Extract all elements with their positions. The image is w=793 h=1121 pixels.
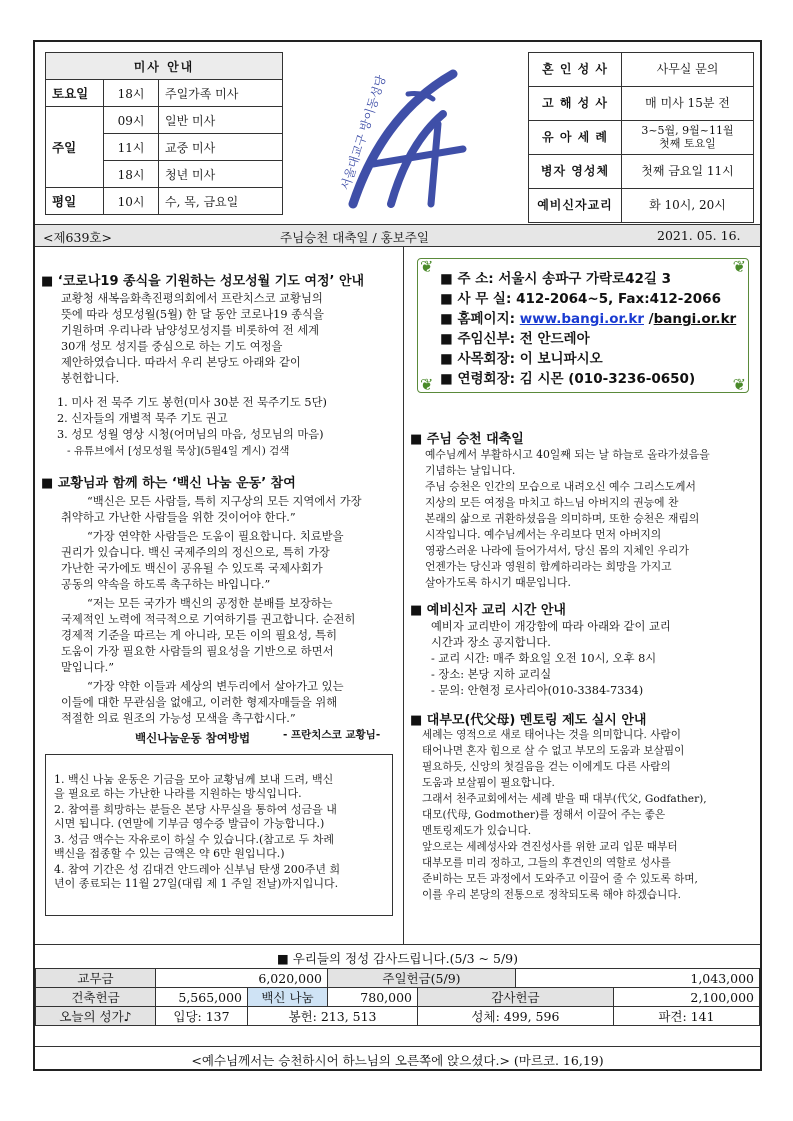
- info-address: ■ 주 소: 서울시 송파구 가락로42길 3: [440, 271, 672, 287]
- text-line: 세례는 영적으로 새로 태어나는 것을 의미합니다. 사람이: [422, 729, 681, 741]
- text-line: 봉헌합니다.: [61, 372, 120, 385]
- text-line: 영광스러운 나라에 들어가셔서, 당신 몸의 지체인 우리가: [425, 544, 689, 557]
- mass-time: 09시: [104, 107, 159, 134]
- mass-time: 11시: [104, 134, 159, 161]
- text-line: 교황청 새복음화촉진평의회에서 프란치스코 교황님의: [61, 292, 323, 305]
- hymn-entrance: 입당: 137: [156, 1007, 248, 1026]
- bulletin-frame: [33, 40, 762, 1071]
- offering-title: ■ 우리들의 정성 감사드립니다.(5/3 ~ 5/9): [35, 944, 760, 968]
- vine-ornament-icon: ❦: [420, 257, 434, 276]
- mass-schedule-table: [45, 52, 283, 215]
- text-line: 그래서 천주교회에서는 세례 받을 때 대부(代父, Godfather),: [422, 793, 707, 805]
- vine-ornament-icon: ❦: [732, 257, 746, 276]
- text-line: 예수님께서 부활하시고 40일째 되는 날 하늘로 올라가셨음을: [425, 448, 710, 461]
- text-line: 준비하는 모든 과정에서 도와주고 이끌어 줄 수 있도록 하며,: [422, 873, 698, 885]
- text-line: 뜻에 따라 성모성월(5월) 한 달 동안 코로나19 종식을: [61, 308, 324, 321]
- hymn-offertory: 봉헌: 213, 513: [248, 1007, 418, 1026]
- text-line: 대부모를 미리 정하고, 그들의 후견인의 역할로 성사를: [422, 857, 671, 869]
- methods-box: [45, 754, 393, 916]
- text-line: “가장 연약한 사람들은 도움이 필요합니다. 치료받을: [87, 530, 344, 543]
- section-title-rosary: ■ ‘코로나19 종식을 기원하는 성모성월 기도 여정’ 안내: [41, 274, 365, 289]
- hymn-recessional: 파견: 141: [613, 1007, 759, 1026]
- pope-signature: - 프란치스코 교황님-: [283, 729, 381, 741]
- sac-value: 화 10시, 20시: [622, 189, 754, 223]
- vine-ornament-icon: ❦: [420, 375, 434, 394]
- text-line: 기념하는 날입니다.: [425, 464, 516, 477]
- text-line: 도움과 보살핌이 필요합니다.: [422, 777, 555, 789]
- section-title-ascension: ■ 주님 승천 대축일: [410, 432, 524, 447]
- section-title-vaccine: ■ 교황님과 함께 하는 ‘백신 나눔 운동’ 참여: [41, 476, 296, 491]
- method-line: 1. 백신 나눔 운동은 기금을 모아 교황님께 보내 드려, 백신: [54, 773, 334, 786]
- section-title-catechism: ■ 예비신자 교리 시간 안내: [410, 603, 566, 618]
- text-line: 공동의 약속을 하도록 촉구하는 바입니다.”: [61, 578, 271, 591]
- method-line: 을 필요로 하는 가난한 나라를 지원하는 방식입니다.: [54, 787, 302, 800]
- text-line: 도움이 가장 필요한 사람들의 필요성을 기반으로 하면서: [61, 645, 334, 658]
- text-line: 이들에 대한 무관심을 없애고, 이러한 형제자매들을 위해: [61, 696, 338, 709]
- info-homepage: [440, 307, 736, 327]
- list-item: 3. 성모 성월 영상 시청(어머님의 마음, 성모님의 마음): [57, 428, 324, 441]
- sac-label: 유 아 세 례: [529, 121, 622, 155]
- offering-table: [35, 968, 760, 1026]
- method-line: 4. 참여 기간은 성 김대건 안드레아 신부님 탄생 200주년 희: [54, 863, 341, 876]
- text-line: - 교리 시간: 매주 화요일 오전 10시, 오후 8시: [431, 652, 657, 665]
- sac-label: 예비신자교리: [529, 189, 622, 223]
- list-item: 1. 미사 전 묵주 기도 봉헌(미사 30분 전 묵주기도 5단): [57, 396, 327, 409]
- text-line: 적절한 의료 원조의 가능성 모색을 촉구합시다.”: [61, 712, 296, 725]
- section-body-godparent: [422, 727, 707, 903]
- mass-title: 미사 안내: [46, 53, 283, 80]
- text-line: 필요하듯, 신앙의 첫걸음을 걷는 이에게도 다른 사람의: [422, 761, 671, 773]
- text-line: 말입니다.”: [61, 661, 115, 674]
- offering-value: 780,000: [328, 988, 418, 1007]
- text-line: 본래의 삶으로 귀환하셨음을 의미하며, 또한 승천은 재림의: [425, 512, 700, 525]
- sac-value-line: 첫째 토요일: [659, 136, 716, 150]
- offering-label: 백신 나눔: [248, 988, 328, 1007]
- section-body-rosary: [61, 291, 324, 387]
- text-line: “저는 모든 국가가 백신의 공정한 분배를 보장하는: [87, 597, 333, 610]
- mass-desc: 교중 미사: [159, 134, 283, 161]
- section-body-catechism: [431, 619, 671, 699]
- mass-time: 18시: [104, 161, 159, 188]
- mass-desc: 주일가족 미사: [159, 80, 283, 107]
- text-line: 멘토링제도가 있습니다.: [422, 825, 532, 837]
- text-line: 주님 승천은 인간의 모습으로 내려오신 예수 그리스도께서: [425, 480, 696, 493]
- mass-desc: 청년 미사: [159, 161, 283, 188]
- homepage-link-2[interactable]: bangi.or.kr: [653, 311, 737, 327]
- text-line: 기원하며 우리나라 남양성모성지를 비롯하여 전 세계: [61, 324, 320, 337]
- text-line: 시간과 장소 공지합니다.: [431, 636, 551, 649]
- sac-value: 첫째 금요일 11시: [622, 155, 754, 189]
- offering-label: 주일헌금(5/9): [328, 969, 516, 988]
- offering-value: 1,043,000: [515, 969, 759, 988]
- section-body-ascension: [425, 447, 710, 591]
- sac-label: 고 해 성 사: [529, 87, 622, 121]
- text-line: - 장소: 본당 지하 교리실: [431, 668, 552, 681]
- info-office: ■ 사 무 실: 412-2064~5, Fax:412-2066: [440, 291, 721, 307]
- text-line: 이를 우리 본당의 전통으로 정착되도록 해야 하겠습니다.: [422, 889, 681, 901]
- logo-text: 서울대교구 방이동성당: [338, 73, 389, 192]
- mass-day: 토요일: [46, 80, 104, 107]
- offering-label: 교무금: [36, 969, 156, 988]
- hymn-communion: 성체: 499, 596: [418, 1007, 614, 1026]
- mass-day: 주일: [46, 107, 104, 188]
- issue-number: <제639호>: [43, 230, 112, 245]
- method-line: 2. 참여를 희망하는 분들은 본당 사무실을 통하여 성금을 내: [54, 803, 337, 816]
- rosary-items: [57, 395, 327, 459]
- section-body-vaccine: [61, 494, 362, 727]
- issue-title: 주님승천 대축일 / 홍보주일: [280, 230, 429, 245]
- homepage-separator: /: [643, 311, 654, 327]
- sac-value: [622, 121, 754, 155]
- method-line: 3. 성금 액수는 자유로이 하실 수 있습니다.(참고로 두 차례: [54, 833, 335, 846]
- text-line: 앞으로는 세례성사와 견진성사를 위한 교리 입문 때부터: [422, 841, 678, 853]
- mass-day: 평일: [46, 188, 104, 215]
- text-line: 시작입니다. 예수님께서는 우리보다 먼저 아버지의: [425, 528, 662, 541]
- text-line: 취약하고 가난한 사람들을 위한 것이어야 한다.”: [61, 511, 296, 524]
- sac-label: 병자 영성체: [529, 155, 622, 189]
- list-item: 2. 신자들의 개별적 묵주 기도 권고: [57, 412, 228, 425]
- method-line: 년이 종료되는 11월 27일(대림 제 1 주일 전날)까지입니다.: [54, 877, 339, 890]
- text-line: 대모(代母, Godmother)를 정해서 이끌어 주는 좋은: [422, 809, 666, 821]
- sac-value: 사무실 문의: [622, 53, 754, 87]
- mass-time: 18시: [104, 80, 159, 107]
- issue-date: 2021. 05. 16.: [657, 228, 741, 243]
- text-line: “가장 약한 이들과 세상의 변두리에서 살아가고 있는: [87, 680, 344, 693]
- text-line: 30개 성모 성지를 중심으로 하는 기도 여정을: [61, 340, 283, 353]
- vine-ornament-icon: ❦: [732, 375, 746, 394]
- text-line: 예비자 교리반이 개강함에 따라 아래와 같이 교리: [431, 620, 671, 633]
- text-line: - 문의: 안현정 로사리아(010-3384-7334): [431, 684, 644, 697]
- text-line: 권리가 있습니다. 백신 국제주의의 정신으로, 특히 가장: [61, 546, 330, 559]
- text-line: 지상의 모든 여정을 마치고 하느님 아버지의 권능에 찬: [425, 496, 679, 509]
- info-council: ■ 사목회장: 이 보니파시오: [440, 351, 603, 367]
- offering-value: 5,565,000: [156, 988, 248, 1007]
- text-line: 경제적 기준을 따르는 게 아니라, 모든 이의 필요성, 특히: [61, 629, 337, 642]
- homepage-link[interactable]: www.bangi.or.kr: [519, 311, 644, 327]
- sacraments-table: [528, 52, 754, 223]
- sac-value-line: 3~5월, 9월~11월: [641, 123, 734, 137]
- mass-desc: 일반 미사: [159, 107, 283, 134]
- list-item: - 유튜브에서 [성모성월 묵상](5월4일 게시) 검색: [67, 445, 290, 457]
- mass-time: 10시: [104, 188, 159, 215]
- text-line: 가난한 국가에도 백신이 공유될 수 있도록 국제사회가: [61, 562, 323, 575]
- info-pastor: ■ 주임신부: 전 안드레아: [440, 331, 590, 347]
- method-line: 시면 됩니다. (연말에 기부금 영수증 발급이 가능합니다.): [54, 817, 325, 830]
- parish-info-box: [417, 258, 749, 393]
- column-divider: [403, 247, 404, 944]
- offering-value: 2,100,000: [613, 988, 759, 1007]
- text-line: 살아가도록 하시기 때문입니다.: [425, 576, 571, 589]
- parish-logo: [313, 54, 483, 214]
- mass-desc: 수, 목, 금요일: [159, 188, 283, 215]
- text-line: 국제적인 노력에 적극적으로 기여하기를 권고합니다. 순전히: [61, 613, 356, 626]
- methods-title: 백신나눔운동 참여방법: [135, 731, 251, 745]
- homepage-label: ■ 홈페이지:: [440, 311, 520, 327]
- offering-value: 6,020,000: [156, 969, 328, 988]
- text-line: “백신은 모든 사람들, 특히 지구상의 모든 지역에서 가장: [87, 495, 362, 508]
- info-association: ■ 연령회장: 김 시몬 (010-3236-0650): [440, 371, 696, 387]
- offering-label: 감사헌금: [418, 988, 614, 1007]
- text-line: 태어나면 혼자 힘으로 살 수 없고 부모의 도움과 보살핌이: [422, 745, 685, 757]
- offering-label: 건축헌금: [36, 988, 156, 1007]
- footer-verse: <예수님께서는 승천하시어 하느님의 오른쪽에 앉으셨다.> (마르코. 16,19): [35, 1046, 760, 1070]
- text-line: 언젠가는 당신과 영원히 함께하리라는 희망을 가지고: [425, 560, 672, 573]
- hymn-label: 오늘의 성가♪: [36, 1007, 156, 1026]
- issue-header: [35, 224, 760, 247]
- section-title-godparent: ■ 대부모(代父母) 멘토링 제도 실시 안내: [410, 713, 647, 728]
- sac-label: 혼 인 성 사: [529, 53, 622, 87]
- sac-value: 매 미사 15분 전: [622, 87, 754, 121]
- method-line: 백신을 접종할 수 있는 금액은 약 6만 원입니다.): [54, 847, 285, 860]
- text-line: 제안하였습니다. 따라서 우리 본당도 아래와 같이: [61, 356, 301, 369]
